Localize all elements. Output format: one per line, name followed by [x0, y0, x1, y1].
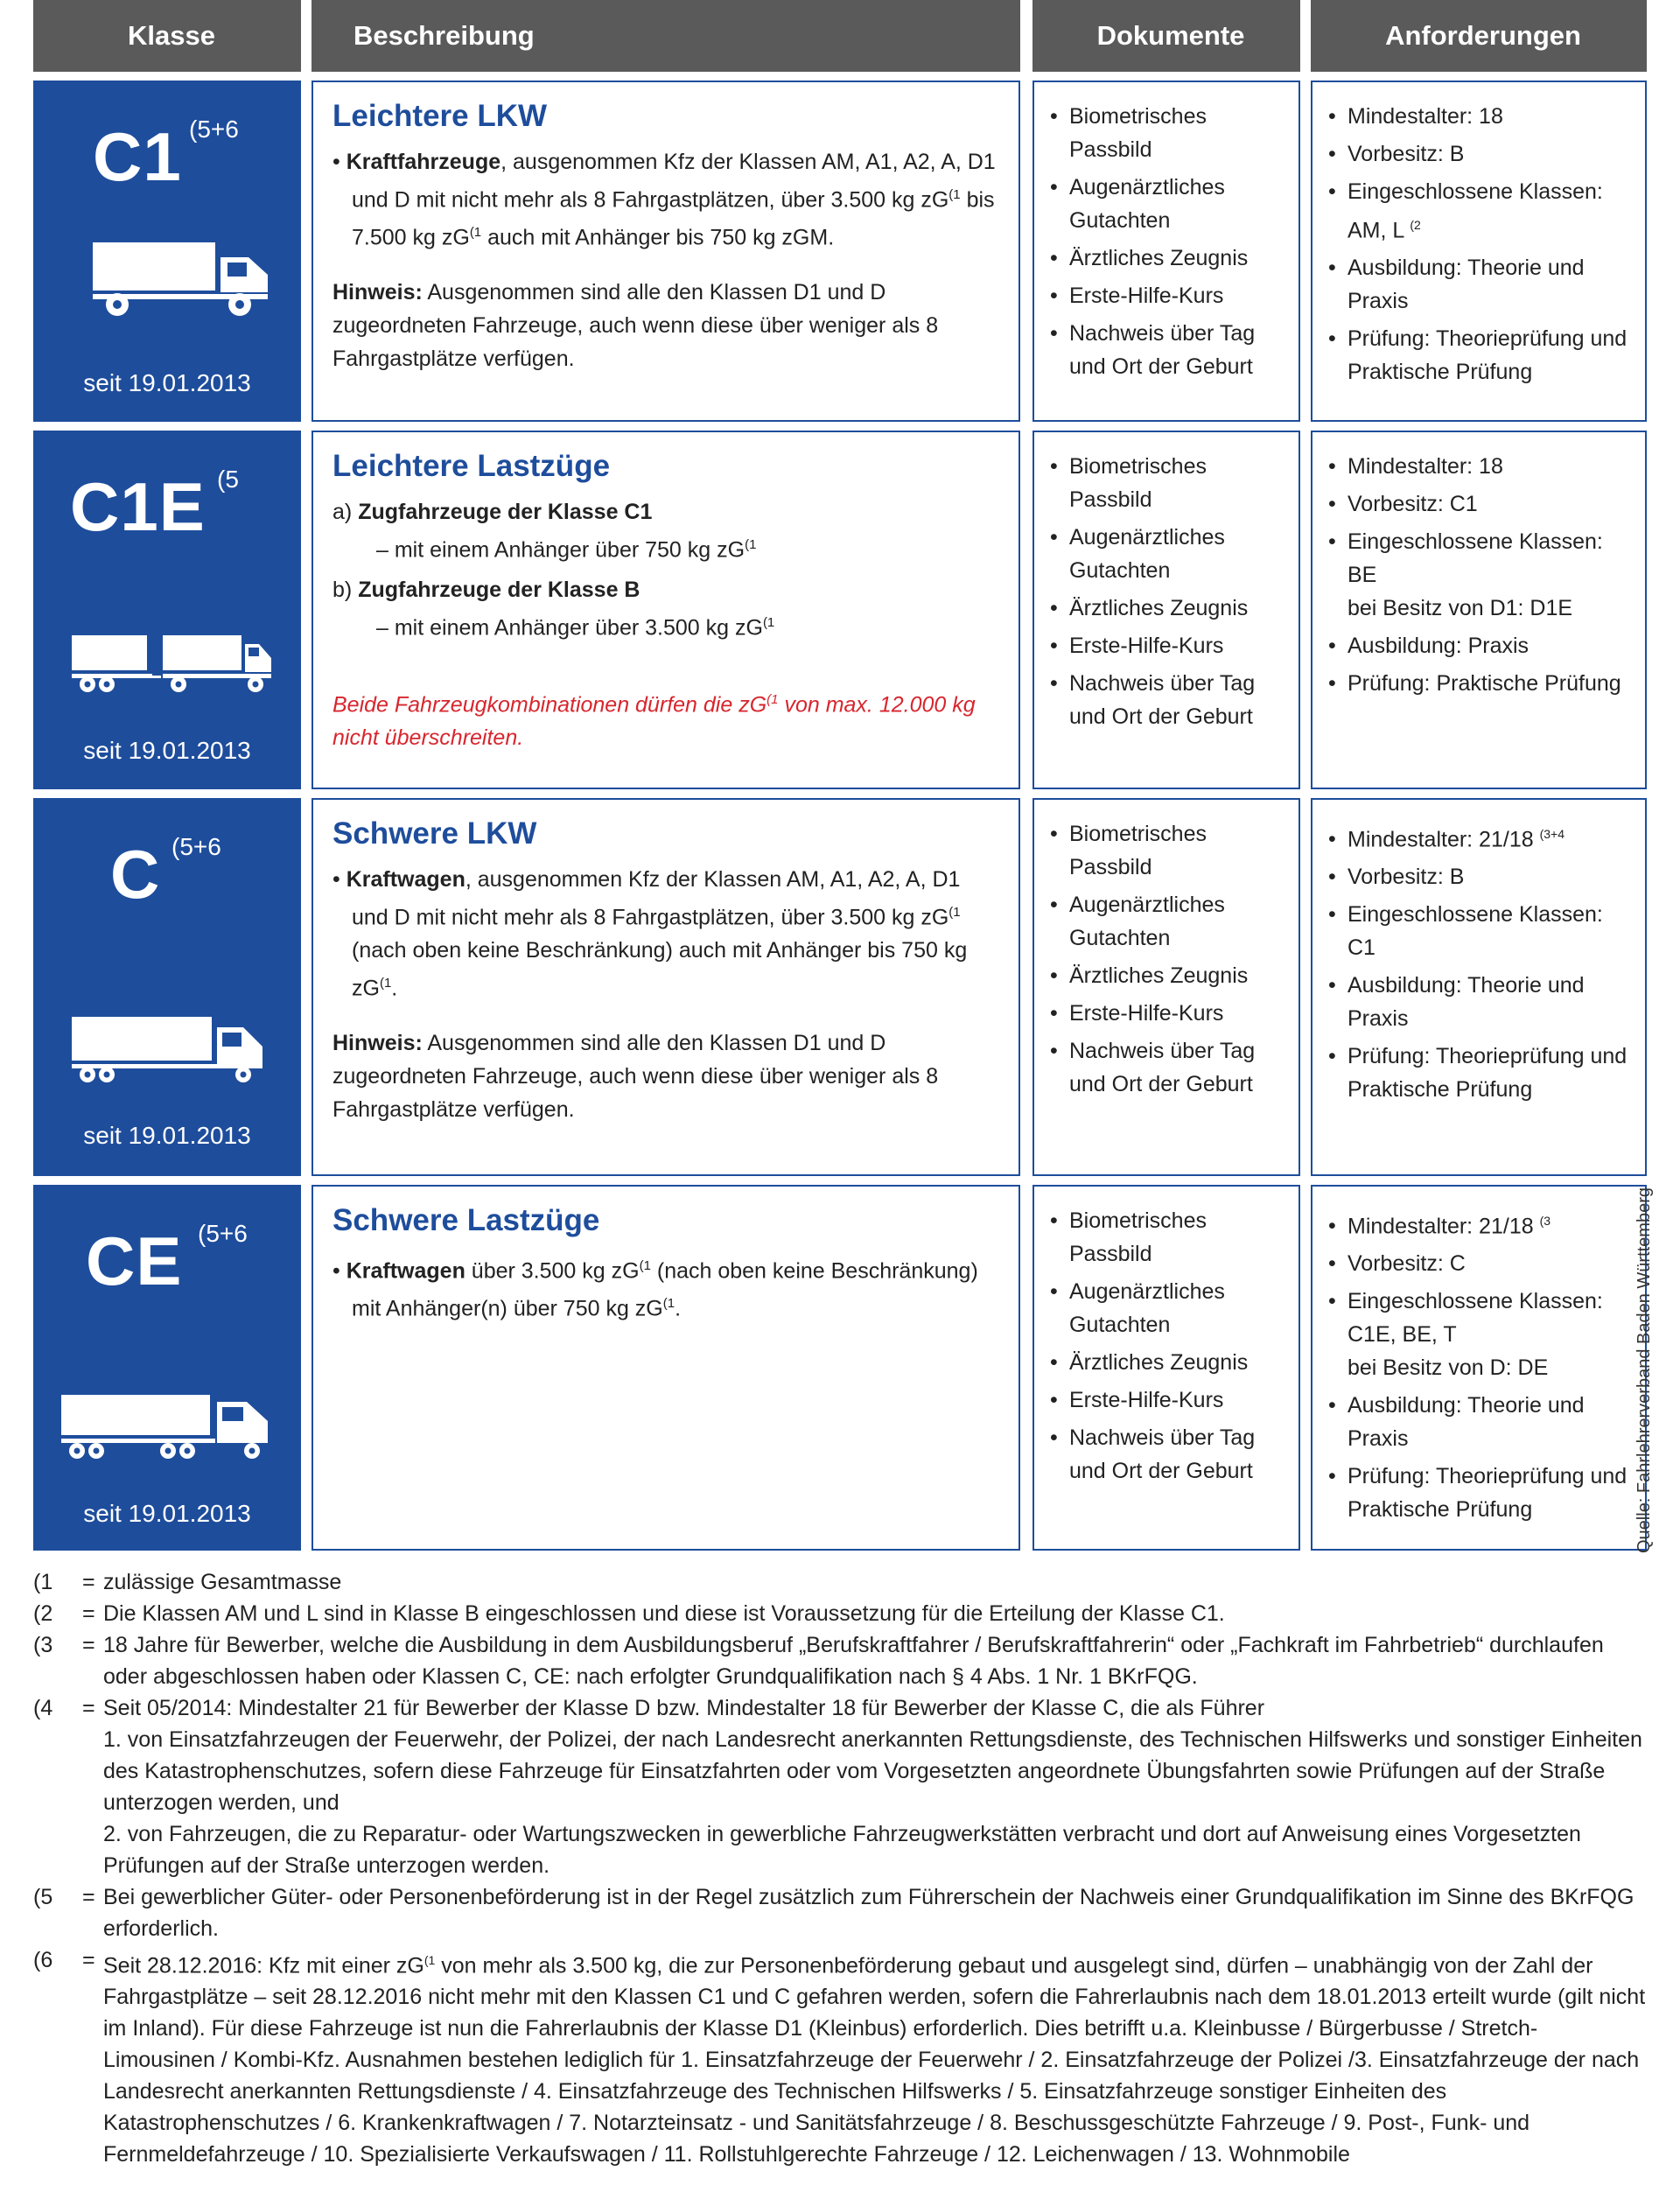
combination-b: b) Zugfahrzeuge der Klasse B — [332, 578, 640, 603]
document-item: • Augenärztliches Gutachten — [1050, 521, 1290, 587]
valid-since: seit 19.01.2013 — [83, 1500, 251, 1527]
combination-b-detail: – mit einem Anhänger über 3.500 kg $zG^{(1}$ — [376, 615, 775, 641]
source-credit: Quelle: Fahrlehrerverband Baden Württemberg — [1634, 1187, 1654, 1553]
requirement-age: • Mindestalter: 18 — [1328, 100, 1636, 133]
footnotes — [33, 1566, 1648, 2170]
class-code: C — [110, 836, 161, 913]
requirement-included: • Eingeschlossene Klassen: AM, L $^{(2}$ — [1328, 175, 1636, 247]
class-c1-card — [33, 81, 301, 422]
footnote-2: (2 = Die Klassen AM und L sind in Klasse B eingeschlossen und diese ist Voraussetzung für die Erteilung der Klasse C1. — [33, 1601, 1225, 1626]
description-ce — [312, 1185, 1020, 1551]
requirement-prior: • Vorbesitz: C — [1328, 1247, 1636, 1280]
description-bullet: • Kraftfahrzeuge, ausgenommen Kfz der Klassen AM, A1, A2, A, D1 und D mit nicht mehr als 8 Fahrgastplätzen, über 3.500 kg $zG^{(1}$ bis 7.500 kg $zG^{(1}$ auch mit Anhänger bis 750 kg zGM. — [332, 150, 996, 250]
document-item: • Erste-Hilfe-Kurs — [1050, 1383, 1290, 1417]
document-item: • Ärztliches Zeugnis — [1050, 1346, 1290, 1379]
requirement-exam: • Prüfung: Theorieprüfung und Praktische Prüfung — [1328, 1460, 1636, 1526]
requirements-c1e — [1311, 431, 1647, 789]
header-beschreibung: Beschreibung — [312, 0, 1020, 72]
footnote-5: (5 = Bei gewerblicher Güter- oder Personenbeförderung ist in der Regel zusätzlich zum Führerschein der Nachweis einer Grundqualifikation im Sinne des BKrFQG erforderlich. — [33, 1885, 1634, 1941]
class-footnote-ref: (5 — [217, 466, 239, 493]
documents-c1e — [1032, 431, 1300, 789]
requirement-exam: • Prüfung: Theorieprüfung und Praktische Prüfung — [1328, 1040, 1636, 1106]
document-item: • Biometrisches Passbild — [1050, 450, 1290, 516]
requirements-ce — [1311, 1185, 1647, 1551]
heavy-truck-icon — [72, 1015, 264, 1085]
document-item: • Biometrisches Passbild — [1050, 100, 1290, 166]
requirements-c — [1311, 798, 1647, 1176]
requirement-included: • Eingeschlossene Klassen: C1E, BE, T bei Besitz von D: DE — [1328, 1285, 1636, 1384]
documents-c — [1032, 798, 1300, 1176]
class-title: Schwere Lastzüge — [332, 1203, 600, 1237]
description-bullet: • Kraftwagen über 3.500 kg $zG^{(1}$ (nach oben keine Beschränkung) mit Anhänger(n) über 750 kg $zG^{(1}$. — [332, 1258, 978, 1321]
valid-since: seit 19.01.2013 — [83, 1122, 251, 1149]
requirement-training: • Ausbildung: Theorie und Praxis — [1328, 251, 1636, 318]
class-code: C1 — [93, 118, 182, 195]
requirements-c1 — [1311, 81, 1647, 422]
class-code: CE — [86, 1222, 183, 1299]
valid-since: seit 19.01.2013 — [83, 737, 251, 764]
class-c1e-card — [33, 431, 301, 789]
footnote-1: (1 = zulässige Gesamtmasse — [33, 1570, 342, 1594]
document-item: • Erste-Hilfe-Kurs — [1050, 629, 1290, 662]
hint-text: Hinweis: Ausgenommen sind alle den Klassen D1 und D zugeordneten Fahrzeuge, auch wenn diese über weniger als 8 Fahrgastplätze verfügen. — [332, 1030, 939, 1122]
requirement-training: • Ausbildung: Theorie und Praxis — [1328, 969, 1636, 1035]
document-item: • Augenärztliches Gutachten — [1050, 1275, 1290, 1341]
documents-c1 — [1032, 81, 1300, 422]
class-title: Leichtere Lastzüge — [332, 449, 611, 483]
description-c — [312, 798, 1020, 1176]
document-item: • Ärztliches Zeugnis — [1050, 959, 1290, 992]
description-c1 — [312, 81, 1020, 422]
document-item: • Nachweis über Tag und Ort der Geburt — [1050, 317, 1290, 383]
requirement-prior: • Vorbesitz: C1 — [1328, 487, 1636, 521]
document-item: • Augenärztliches Gutachten — [1050, 888, 1290, 955]
class-c-card — [33, 798, 301, 1176]
class-title: Schwere LKW — [332, 816, 537, 851]
document-item: • Augenärztliches Gutachten — [1050, 171, 1290, 237]
requirement-training: • Ausbildung: Theorie und Praxis — [1328, 1389, 1636, 1455]
requirement-included: • Eingeschlossene Klassen: BE bei Besitz von D1: D1E — [1328, 525, 1636, 625]
document-item: • Nachweis über Tag und Ort der Geburt — [1050, 667, 1290, 733]
description-bullet: • Kraftwagen, ausgenommen Kfz der Klassen AM, A1, A2, A, D1 und D mit nicht mehr als 8 Fahrgastplätzen, über 3.500 kg $zG^{(1}$ (nach oben keine Beschränkung) auch mit Anhänger bis 750 kg $zG^{(1}$. — [332, 867, 968, 1001]
footnote-6: (6 = Seit 28.12.2016: Kfz mit einer $zG^{(1}$ von mehr als 3.500 kg, die zur Personenbeförderung gebaut und ausgelegt sind, dürfen – unabhängig von der Zahl der Fahrgastplätze – seit 28.12.2016 nicht mehr mit den Klassen C1 und C gefahren werden, sofern die Fahrerlaubnis nach dem 18.01.2013 erteilt wurde (gilt nicht im Inland). Für diese Fahrzeuge ist nun die Fahrerlaubnis der Klasse D1 (Kleinbus) erforderlich. Dies betrifft u.a. Kleinbusse / Bürgerbusse / Stretch-Limousinen / Kombi-Kfz. Ausnahmen bestehen lediglich für 1. Einsatzfahrzeuge der Feuerwehr / 2. Einsatzfahrzeuge der Polizei /3. Einsatzfahrzeuge der nach Landesrecht anerkannten Rettungsdienste / 4. Einsatzfahrzeuge des Technischen Hilfswerks / 5. Einsatzfahrzeuge sonstiger Einheiten des Katastrophenschutzes / 6. Krankenkraftwagen / 7. Notarzteinsatz - und Sanitätsfahrzeuge / 8. Beschussgeschützte Fahrzeuge / 9. Post-, Funk- und Fernmeldefahrzeuge / 10. Spezialisierte Verkaufswagen / 11. Rollstuhlgerechte Fahrzeuge / 12. Leichenwagen / 13. Wohnmobile — [33, 1948, 1646, 2167]
combination-a-detail: – mit einem Anhänger über 750 kg $zG^{(1}$ — [376, 537, 757, 563]
weight-limit-notice: Beide Fahrzeugkombinationen dürfen die $zG^{(1}$ von max. 12.000 kg nicht überschreiten. — [332, 691, 976, 750]
header-dokumente: Dokumente — [1032, 0, 1300, 72]
requirement-age: • Mindestalter: 21/18 $^{(3}$ — [1328, 1204, 1636, 1243]
truck-trailer-icon — [70, 632, 271, 697]
combination-a: a) Zugfahrzeuge der Klasse C1 — [332, 500, 653, 524]
documents-ce — [1032, 1185, 1300, 1551]
truck-icon — [93, 238, 276, 321]
requirement-age: • Mindestalter: 21/18 $^{(3+4}$ — [1328, 817, 1636, 856]
requirement-exam: • Prüfung: Praktische Prüfung — [1328, 667, 1636, 700]
document-item: • Biometrisches Passbild — [1050, 1204, 1290, 1271]
class-footnote-ref: (5+6 — [189, 116, 239, 143]
header-anforderungen: Anforderungen — [1311, 0, 1647, 72]
requirement-prior: • Vorbesitz: B — [1328, 860, 1636, 893]
footnote-4: (4 = Seit 05/2014: Mindestalter 21 für Bewerber der Klasse D bzw. Mindestalter 18 für Bewerber der Klasse C, die als Führer 1. von Einsatzfahrzeugen der Feuerwehr, der Polizei, der nach Landesrecht anerkannten Rettungsdienste, des Technischen Hilfswerks und sonstiger Einheiten des Katastrophenschutzes, sofern diese Fahrzeuge für Einsatzfahrten oder vom Vorgesetzten angeordnete Übungsfahrten sowie Prüfungen auf der Straße unterzogen werden, und 2. von Fahrzeugen, die zu Reparatur- oder Wartungszwecken in gewerbliche Fahrzeugwerkstätten verbracht und dort auf Anweisung eines Vorgesetzten Prüfungen auf der Straße unterzogen werden. — [33, 1696, 1642, 1878]
document-item: • Ärztliches Zeugnis — [1050, 592, 1290, 625]
footnote-3: (3 = 18 Jahre für Bewerber, welche die Ausbildung in dem Ausbildungsberuf „Berufskraftfahrer / Berufskraftfahrerin“ oder „Fachkraft im Fahrbetrieb“ durchlaufen oder abgeschlossen haben oder Klassen C, CE: nach erfolgter Grundqualifikation nach § 4 Abs. 1 Nr. 1 BKrFQG. — [33, 1633, 1604, 1689]
requirement-exam: • Prüfung: Theorieprüfung und Praktische Prüfung — [1328, 322, 1636, 389]
requirement-training: • Ausbildung: Praxis — [1328, 629, 1636, 662]
semi-trailer-icon — [61, 1393, 271, 1463]
class-ce-card — [33, 1185, 301, 1551]
class-footnote-ref: (5+6 — [198, 1220, 248, 1247]
requirement-age: • Mindestalter: 18 — [1328, 450, 1636, 483]
hint-text: Hinweis: Ausgenommen sind alle den Klassen D1 und D zugeordneten Fahrzeuge, auch wenn diese über weniger als 8 Fahrgastplätze verfügen. — [332, 279, 939, 371]
document-item: • Nachweis über Tag und Ort der Geburt — [1050, 1421, 1290, 1488]
document-item: • Erste-Hilfe-Kurs — [1050, 997, 1290, 1030]
document-item: • Ärztliches Zeugnis — [1050, 242, 1290, 275]
document-item: • Erste-Hilfe-Kurs — [1050, 279, 1290, 312]
document-item: • Nachweis über Tag und Ort der Geburt — [1050, 1034, 1290, 1101]
class-title: Leichtere LKW — [332, 99, 548, 133]
class-footnote-ref: (5+6 — [172, 833, 221, 860]
header-klasse: Klasse — [33, 0, 301, 72]
requirement-included: • Eingeschlossene Klassen: C1 — [1328, 898, 1636, 964]
document-item: • Biometrisches Passbild — [1050, 817, 1290, 884]
valid-since: seit 19.01.2013 — [83, 369, 251, 396]
description-c1e — [312, 431, 1020, 789]
class-code: C1E — [70, 468, 206, 545]
requirement-prior: • Vorbesitz: B — [1328, 137, 1636, 171]
